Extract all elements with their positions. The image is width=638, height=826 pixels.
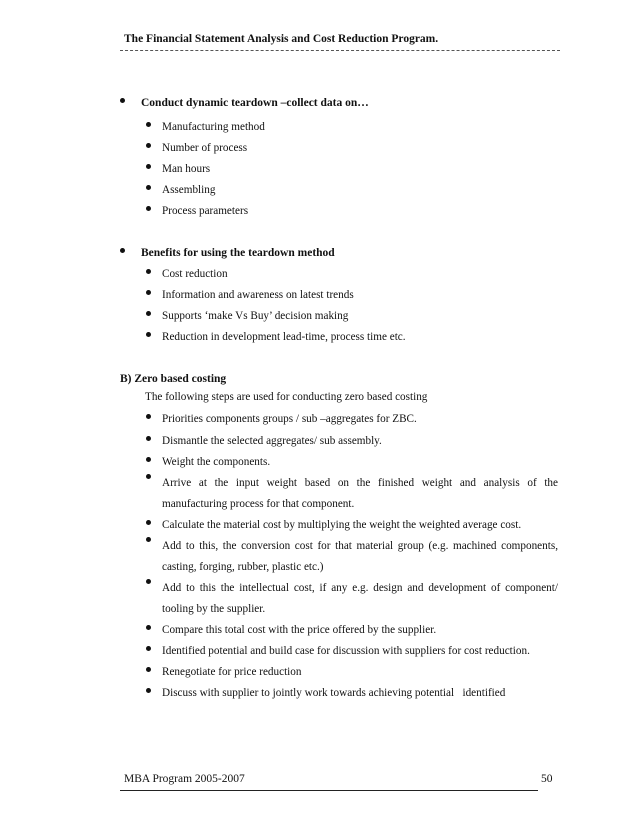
list-item-text: Supports ‘make Vs Buy’ decision making: [162, 310, 349, 322]
list-item: [146, 142, 247, 154]
list-item: [146, 268, 228, 280]
list-item: [146, 477, 162, 482]
bullet-icon: [146, 269, 151, 274]
list-item-text: Cost reduction: [162, 268, 228, 280]
bullet-icon: [146, 290, 151, 295]
benefits-heading: [120, 247, 335, 259]
section-intro: The following steps are used for conducting zero based costing: [145, 391, 428, 403]
list-item: [146, 687, 505, 699]
list-item: [146, 184, 215, 196]
list-item: [146, 666, 301, 678]
list-item-text: Number of process: [162, 142, 248, 154]
bullet-icon: [146, 537, 151, 542]
teardown-heading: [120, 97, 369, 109]
section-heading: B) Zero based costing: [120, 373, 227, 385]
list-item-continuation: casting, forging, rubber, plastic etc.): [162, 561, 324, 573]
bullet-icon: [146, 122, 151, 127]
list-item-text: Dismantle the selected aggregates/ sub assembly.: [162, 435, 382, 447]
list-item-text: Add to this the intellectual cost, if any e.g. design and development of component/: [162, 582, 558, 594]
header-divider: [120, 50, 560, 51]
list-item-continuation: manufacturing process for that component.: [162, 498, 355, 510]
bullet-icon: [146, 143, 151, 148]
bullet-icon: [146, 436, 151, 441]
list-item-text: Weight the components.: [162, 456, 271, 468]
bullet-icon: [146, 579, 151, 584]
list-item: [146, 310, 348, 322]
list-item: [146, 456, 270, 468]
list-item: [146, 289, 354, 301]
list-item-text: Reduction in development lead-time, process time etc.: [162, 331, 406, 343]
bullet-icon: [120, 98, 125, 103]
list-item-text: Calculate the material cost by multiplying the weight the weighted average cost.: [162, 519, 522, 531]
list-item-text: Man hours: [162, 163, 211, 175]
bullet-icon: [146, 646, 151, 651]
list-item: [146, 121, 265, 133]
list-item-continuation: tooling by the supplier.: [162, 603, 266, 615]
list-item-text: Process parameters: [162, 205, 249, 217]
list-item-text: Information and awareness on latest trends: [162, 289, 354, 301]
list-item: [146, 540, 162, 545]
list-item: [146, 582, 162, 587]
list-item-text: Renegotiate for price reduction: [162, 666, 302, 678]
bullet-icon: [146, 667, 151, 672]
list-item: [146, 205, 248, 217]
page-number: 50: [541, 773, 553, 785]
footer-divider: [120, 790, 538, 791]
bullet-icon: [146, 414, 151, 419]
bullet-icon: [146, 474, 151, 479]
list-item-text: Manufacturing method: [162, 121, 265, 133]
bullet-icon: [146, 332, 151, 337]
list-item: [146, 519, 521, 531]
page-header-title: The Financial Statement Analysis and Cost Reduction Program.: [124, 33, 439, 45]
bullet-icon: [120, 248, 125, 253]
list-item: [146, 331, 406, 343]
list-item-text: Assembling: [162, 184, 216, 196]
list-item-text: Arrive at the input weight based on the finished weight and analysis of the: [162, 477, 558, 489]
list-item: [146, 435, 382, 447]
list-item: [146, 645, 530, 657]
list-item-text: Compare this total cost with the price offered by the supplier.: [162, 624, 437, 636]
list-item-text: Identified potential and build case for discussion with suppliers for cost reduction.: [162, 645, 530, 657]
list-item: [146, 413, 417, 425]
list-item: [146, 163, 210, 175]
bullet-icon: [146, 520, 151, 525]
benefits-heading-text: Benefits for using the teardown method: [141, 247, 335, 259]
bullet-icon: [146, 185, 151, 190]
bullet-icon: [146, 164, 151, 169]
list-item: [146, 624, 436, 636]
bullet-icon: [146, 625, 151, 630]
bullet-icon: [146, 688, 151, 693]
bullet-icon: [146, 206, 151, 211]
bullet-icon: [146, 311, 151, 316]
list-item-text: Priorities components groups / sub –aggregates for ZBC.: [162, 413, 417, 425]
list-item-text: Add to this, the conversion cost for that material group (e.g. machined components,: [162, 540, 558, 552]
footer-program: MBA Program 2005-2007: [124, 773, 245, 785]
teardown-heading-text: Conduct dynamic teardown –collect data on…: [141, 97, 369, 109]
bullet-icon: [146, 457, 151, 462]
list-item-text: Discuss with supplier to jointly work towards achieving potential identified: [162, 687, 506, 699]
